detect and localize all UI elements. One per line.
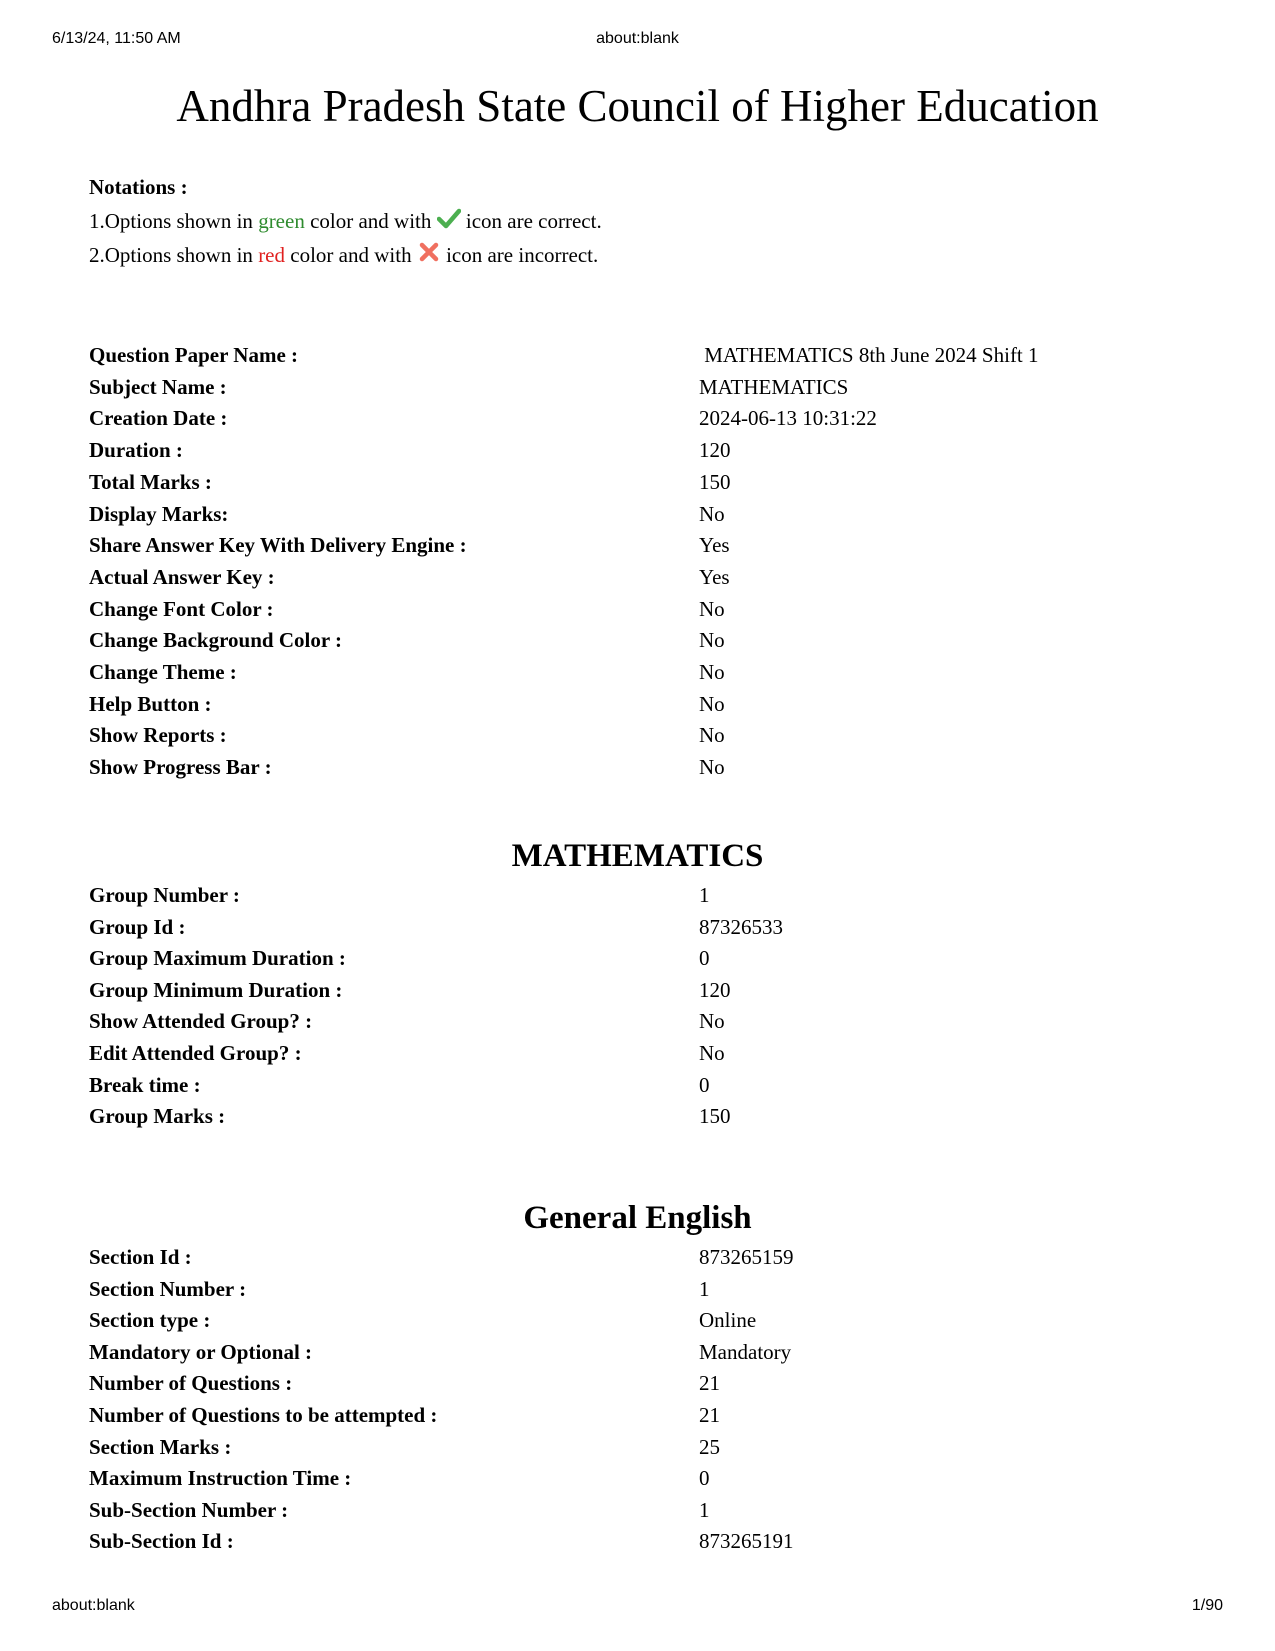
field-label: Group Number : xyxy=(89,883,240,907)
field-value: No xyxy=(699,501,725,526)
table-row xyxy=(89,1242,1089,1274)
field-label: Mandatory or Optional : xyxy=(89,1339,313,1364)
table-row xyxy=(89,752,1089,784)
table-row xyxy=(89,562,1089,594)
field-value: No xyxy=(699,596,725,621)
notation-incorrect-suffix: icon are incorrect. xyxy=(440,243,599,267)
print-footer xyxy=(0,1597,1275,1617)
field-label: Question Paper Name : xyxy=(89,343,299,367)
field-label: Change Background Color : xyxy=(89,628,343,653)
field-label: Section type : xyxy=(89,1308,211,1333)
field-value: Yes xyxy=(699,564,730,589)
field-label: Subject Name : xyxy=(89,374,227,399)
field-label: Section Id : xyxy=(89,1245,192,1269)
field-value: 87326533 xyxy=(699,914,783,939)
field-value: 0 xyxy=(699,1072,710,1097)
field-value: Yes xyxy=(699,533,730,558)
field-value: 150 xyxy=(699,469,731,494)
table-row xyxy=(89,1432,1089,1464)
field-label: Change Theme : xyxy=(89,660,237,685)
field-value: 1 xyxy=(699,1276,710,1301)
print-datetime: 6/13/24, 11:50 AM xyxy=(52,30,181,47)
table-row xyxy=(89,372,1089,404)
table-row xyxy=(89,467,1089,499)
field-value: 120 xyxy=(699,977,731,1002)
cross-icon xyxy=(417,240,441,262)
section-info-table xyxy=(89,1242,1089,1558)
field-label: Maximum Instruction Time : xyxy=(89,1466,352,1491)
table-row xyxy=(89,1495,1089,1527)
table-row xyxy=(89,689,1089,721)
field-value: MATHEMATICS xyxy=(699,374,849,399)
notation-incorrect-prefix: 2.Options shown in xyxy=(89,243,259,267)
notation-correct xyxy=(89,204,989,238)
table-row xyxy=(89,1337,1089,1369)
section-heading: General English xyxy=(523,1200,752,1236)
field-value: 873265191 xyxy=(699,1529,794,1554)
field-label: Sub-Section Number : xyxy=(89,1497,289,1522)
table-row xyxy=(89,1101,1089,1133)
field-value: No xyxy=(699,691,725,716)
table-row xyxy=(89,1526,1089,1558)
notation-incorrect-middle: color and with xyxy=(285,243,417,267)
field-label: Show Attended Group? : xyxy=(89,1009,313,1034)
table-row xyxy=(89,625,1089,657)
field-label: Group Maximum Duration : xyxy=(89,946,346,971)
page-title: Andhra Pradesh State Council of Higher Education xyxy=(176,81,1099,131)
table-row xyxy=(89,1070,1089,1102)
field-label: Sub-Section Id : xyxy=(89,1529,234,1554)
field-label: Section Marks : xyxy=(89,1434,232,1459)
table-row xyxy=(89,943,1089,975)
field-value: 1 xyxy=(699,1497,710,1522)
field-value: Online xyxy=(699,1308,757,1333)
table-row xyxy=(89,975,1089,1007)
table-row xyxy=(89,1274,1089,1306)
table-row xyxy=(89,340,1089,372)
field-value: No xyxy=(699,628,725,653)
table-row xyxy=(89,1305,1089,1337)
table-row xyxy=(89,880,1089,912)
field-label: Group Marks : xyxy=(89,1104,226,1129)
group-info-table xyxy=(89,880,1089,1133)
field-label: Help Button : xyxy=(89,691,212,716)
table-row xyxy=(89,1368,1089,1400)
field-value: No xyxy=(699,1009,725,1034)
field-label: Group Id : xyxy=(89,914,186,939)
page-counter: 1/90 xyxy=(1191,1597,1223,1614)
table-row xyxy=(89,499,1089,531)
field-value: 0 xyxy=(699,1466,710,1491)
table-row xyxy=(89,435,1089,467)
field-label: Change Font Color : xyxy=(89,596,274,621)
field-value: MATHEMATICS 8th June 2024 Shift 1 xyxy=(699,343,1039,367)
field-label: Number of Questions : xyxy=(89,1371,293,1396)
print-header xyxy=(0,30,1275,50)
field-label: Group Minimum Duration : xyxy=(89,977,343,1002)
table-row xyxy=(89,403,1089,435)
field-label: Number of Questions to be attempted : xyxy=(89,1402,438,1427)
field-value: 25 xyxy=(699,1434,720,1459)
table-row xyxy=(89,1463,1089,1495)
notations-heading: Notations : xyxy=(89,175,188,199)
field-value: No xyxy=(699,755,725,780)
field-value: 873265159 xyxy=(699,1245,794,1269)
field-label: Section Number : xyxy=(89,1276,247,1301)
notations-block xyxy=(89,170,989,272)
red-word: red xyxy=(258,243,286,267)
field-value: No xyxy=(699,660,725,685)
field-value: No xyxy=(699,723,725,748)
table-row xyxy=(89,1038,1089,1070)
table-row xyxy=(89,657,1089,689)
field-value: Mandatory xyxy=(699,1339,792,1364)
table-row xyxy=(89,1006,1089,1038)
green-word: green xyxy=(258,209,305,233)
field-label: Break time : xyxy=(89,1072,201,1097)
check-icon xyxy=(437,206,461,228)
field-label: Total Marks : xyxy=(89,469,212,494)
notation-correct-suffix: icon are correct. xyxy=(460,209,602,233)
print-url: about:blank xyxy=(596,30,679,47)
field-label: Display Marks: xyxy=(89,501,229,526)
footer-url: about:blank xyxy=(52,1597,135,1614)
table-row xyxy=(89,912,1089,944)
field-value: 21 xyxy=(699,1402,720,1427)
field-label: Creation Date : xyxy=(89,406,228,431)
table-row xyxy=(89,594,1089,626)
field-value: 1 xyxy=(699,883,710,907)
group-heading: MATHEMATICS xyxy=(511,838,764,874)
field-label: Actual Answer Key : xyxy=(89,564,275,589)
paper-info-table xyxy=(89,340,1089,784)
field-value: 150 xyxy=(699,1104,731,1129)
notation-incorrect xyxy=(89,238,989,272)
field-value: 2024-06-13 10:31:22 xyxy=(699,406,877,431)
table-row xyxy=(89,1400,1089,1432)
field-label: Show Progress Bar : xyxy=(89,755,272,780)
notation-correct-middle: color and with xyxy=(304,209,437,233)
field-label: Duration : xyxy=(89,438,183,463)
notation-correct-prefix: 1.Options shown in xyxy=(89,209,259,233)
field-value: 0 xyxy=(699,946,710,971)
table-row xyxy=(89,720,1089,752)
field-label: Share Answer Key With Delivery Engine : xyxy=(89,533,467,558)
field-value: 21 xyxy=(699,1371,720,1396)
field-value: 120 xyxy=(699,438,731,463)
field-value: No xyxy=(699,1040,725,1065)
table-row xyxy=(89,530,1089,562)
field-label: Edit Attended Group? : xyxy=(89,1040,302,1065)
field-label: Show Reports : xyxy=(89,723,227,748)
